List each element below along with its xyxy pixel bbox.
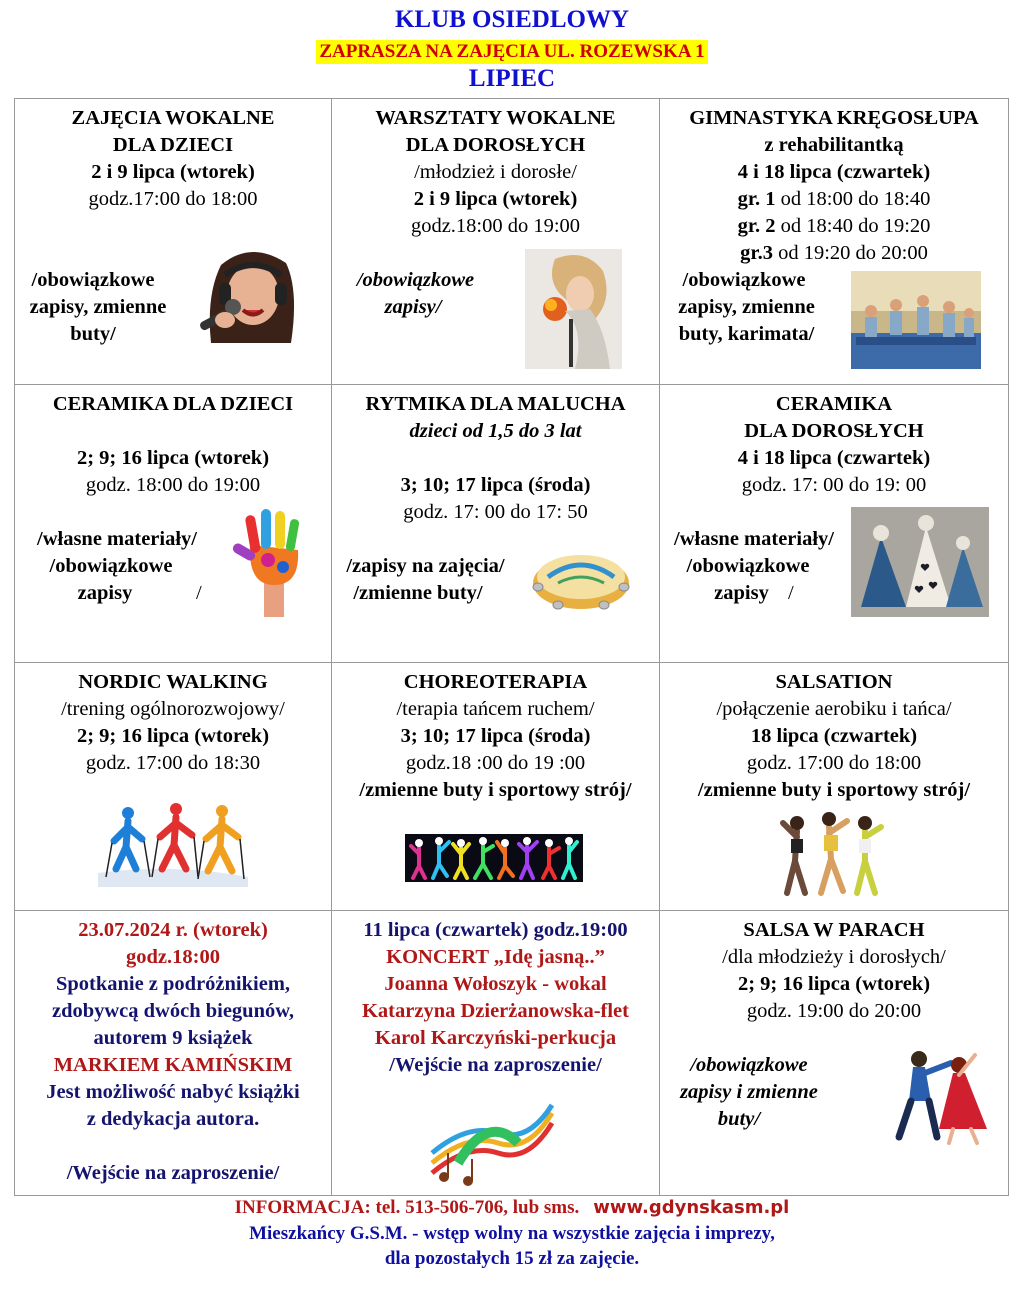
singing-woman-image	[525, 249, 622, 369]
activity-audience: /młodzież i dorosłe/	[414, 161, 577, 183]
event-description: autorem 9 książek	[93, 1027, 253, 1049]
website-link[interactable]: www.gdynskasm.pl	[593, 1197, 790, 1218]
activity-title: GIMNASTYKA KRĘGOSŁUPA	[689, 107, 979, 129]
activity-hours: godz.18:00 do 19:00	[410, 215, 581, 237]
nordic-walkers-image	[98, 803, 248, 887]
concert-title: KONCERT „Idę jasną..”	[386, 946, 605, 968]
cell-ceramics-kids	[15, 385, 332, 663]
activity-dates: 18 lipca (czwartek)	[750, 725, 918, 747]
guest-name: MARKIEM KAMIŃSKIM	[53, 1054, 293, 1076]
schedule-grid	[14, 98, 1009, 1196]
group-time: od 19:20 do 20:00	[772, 242, 928, 264]
note-line: /zmienne buty i sportowy strój/	[359, 779, 632, 801]
note-line: /obowiązkowe	[49, 555, 173, 577]
cell-nordic-walking	[15, 663, 332, 911]
singing-girl-image	[181, 245, 319, 343]
gym-class-image	[851, 271, 981, 369]
tambourine-image	[528, 543, 634, 615]
activity-subtitle: z rehabilitantką	[764, 134, 904, 156]
event-entry-note: /Wejście na zaproszenie/	[66, 1162, 280, 1184]
activity-title: SALSA W PARACH	[743, 919, 925, 941]
cell-concert	[332, 911, 660, 1196]
club-title: KLUB OSIEDLOWY	[394, 6, 630, 33]
note-line: zapisy	[77, 582, 133, 604]
activity-subtitle: /trening ogólnorozwojowy/	[61, 698, 285, 720]
cell-spine-gymnastics	[660, 99, 1009, 385]
ceramic-figures-image	[851, 507, 989, 617]
activity-hours: godz. 17:00 do 18:30	[85, 752, 261, 774]
event-entry-note: /Wejście na zaproszenie/	[389, 1054, 602, 1076]
activity-hours: godz.17:00 do 18:00	[88, 188, 258, 210]
activity-hours: godz. 17: 00 do 17: 50	[403, 501, 588, 523]
note-slash: /	[196, 582, 202, 604]
note-line: /zmienne buty i sportowy strój/	[697, 779, 971, 801]
activity-dates: 3; 10; 17 lipca (środa)	[400, 474, 591, 496]
pricing-note: Mieszkańcy G.S.M. - wstęp wolny na wszystkie zajęcia i imprezy,	[249, 1223, 775, 1244]
note-line: /obowiązkowe	[690, 1054, 808, 1076]
cell-salsation	[660, 663, 1009, 911]
dancers-silhouettes-image	[405, 834, 583, 882]
salsation-dancers-image	[777, 809, 895, 899]
cell-choreotherapy	[332, 663, 660, 911]
contact-phone: INFORMACJA: tel. 513-506-706, lub sms.	[234, 1197, 580, 1218]
note-line: buty, karimata/	[678, 323, 815, 345]
note-line: /zmienne buty/	[353, 582, 483, 604]
activity-dates: 3; 10; 17 lipca (środa)	[400, 725, 591, 747]
activity-subtitle: DLA DOROSŁYCH	[744, 420, 924, 442]
performer: Katarzyna Dzierżanowska-flet	[361, 1000, 629, 1022]
salsa-couple-image	[879, 1045, 999, 1145]
activity-subtitle: DLA DZIECI	[112, 134, 234, 156]
group-label: gr. 1	[737, 188, 776, 210]
note-line: zapisy	[714, 582, 769, 604]
note-line: /obowiązkowe	[31, 269, 155, 291]
cell-vocal-adults	[332, 99, 660, 385]
activity-dates: 4 i 18 lipca (czwartek)	[737, 161, 931, 183]
activity-dates: 2 i 9 lipca (wtorek)	[413, 188, 578, 210]
activity-title: CERAMIKA	[775, 393, 893, 415]
activity-dates: 2; 9; 16 lipca (wtorek)	[76, 725, 270, 747]
note-line: zapisy i zmienne	[680, 1081, 818, 1103]
note-line: /własne materiały/	[37, 528, 197, 550]
cell-salsa-couples	[660, 911, 1009, 1196]
group-1-hours	[660, 186, 1008, 213]
note-line: zapisy/	[384, 296, 442, 318]
activity-dates: 4 i 18 lipca (czwartek)	[737, 447, 931, 469]
activity-dates: 2 i 9 lipca (wtorek)	[91, 161, 255, 183]
activity-subtitle: DLA DOROSŁYCH	[405, 134, 586, 156]
note-line: zapisy, zmienne	[29, 296, 167, 318]
activity-hours: godz. 19:00 do 20:00	[746, 1000, 922, 1022]
activity-subtitle: /terapia tańcem ruchem/	[396, 698, 595, 720]
note-line: /obowiązkowe	[682, 269, 806, 291]
note-line: /własne materiały/	[674, 528, 834, 550]
event-description: z dedykacja autora.	[86, 1108, 260, 1130]
activity-dates: 2; 9; 16 lipca (wtorek)	[737, 973, 931, 995]
note-slash: /	[788, 582, 794, 604]
activity-hours: godz.18 :00 do 19 :00	[405, 752, 586, 774]
note-line: buty/	[70, 323, 116, 345]
activity-title: CHOREOTERAPIA	[403, 671, 588, 693]
group-2-hours	[660, 213, 1008, 240]
activity-dates: 2; 9; 16 lipca (wtorek)	[76, 447, 270, 469]
invitation-subtitle: ZAPRASZA NA ZAJĘCIA UL. ROZEWSKA 1	[316, 40, 707, 64]
activity-audience: dzieci od 1,5 do 3 lat	[409, 420, 582, 442]
event-time: godz.18:00	[126, 946, 220, 968]
cell-vocal-kids	[15, 99, 332, 385]
event-date: 23.07.2024 r. (wtorek)	[78, 919, 268, 941]
group-label: gr. 2	[737, 215, 776, 237]
activity-subtitle: /połączenie aerobiku i tańca/	[716, 698, 952, 720]
group-time: od 18:00 do 18:40	[775, 188, 931, 210]
pricing-note: dla pozostałych 15 zł za zajęcie.	[384, 1248, 640, 1269]
painted-hand-image	[228, 505, 320, 617]
event-description: zdobywcą dwóch biegunów,	[51, 1000, 295, 1022]
performer: Joanna Wołoszyk - wokal	[384, 973, 607, 995]
performer: Karol Karczyński-perkucja	[374, 1027, 617, 1049]
group-3-hours	[660, 240, 1008, 267]
group-time: od 18:40 do 19:20	[775, 215, 931, 237]
activity-title: NORDIC WALKING	[78, 671, 268, 693]
cell-rhythm-toddlers	[332, 385, 660, 663]
activity-subtitle: /dla młodzieży i dorosłych/	[722, 946, 946, 968]
activity-hours: godz. 17:00 do 18:00	[746, 752, 922, 774]
note-line: /obowiązkowe	[686, 555, 810, 577]
cell-traveller-meeting	[15, 911, 332, 1196]
activity-title: SALSATION	[775, 671, 893, 693]
activity-title: ZAJĘCIA WOKALNE	[71, 107, 275, 129]
activity-hours: godz. 18:00 do 19:00	[85, 474, 261, 496]
event-description: Jest możliwość nabyć książki	[46, 1081, 300, 1103]
event-date-time: 11 lipca (czwartek) godz.19:00	[363, 919, 628, 941]
note-line: /obowiązkowe	[356, 269, 475, 291]
cell-ceramics-adults	[660, 385, 1009, 663]
group-label: gr.3	[740, 242, 773, 264]
note-line: zapisy, zmienne	[678, 296, 815, 318]
activity-hours: godz. 17: 00 do 19: 00	[741, 474, 927, 496]
note-line: /zapisy na zajęcia/	[346, 555, 505, 577]
activity-title: WARSZTATY WOKALNE	[375, 107, 616, 129]
event-description: Spotkanie z podróżnikiem,	[55, 973, 291, 995]
contact-info	[0, 1197, 1024, 1219]
month-title: LIPIEC	[468, 65, 556, 92]
activity-title: RYTMIKA DLA MALUCHA	[365, 393, 626, 415]
activity-title: CERAMIKA DLA DZIECI	[52, 393, 294, 415]
music-notes-image	[428, 1103, 555, 1189]
note-line: buty/	[717, 1108, 761, 1130]
